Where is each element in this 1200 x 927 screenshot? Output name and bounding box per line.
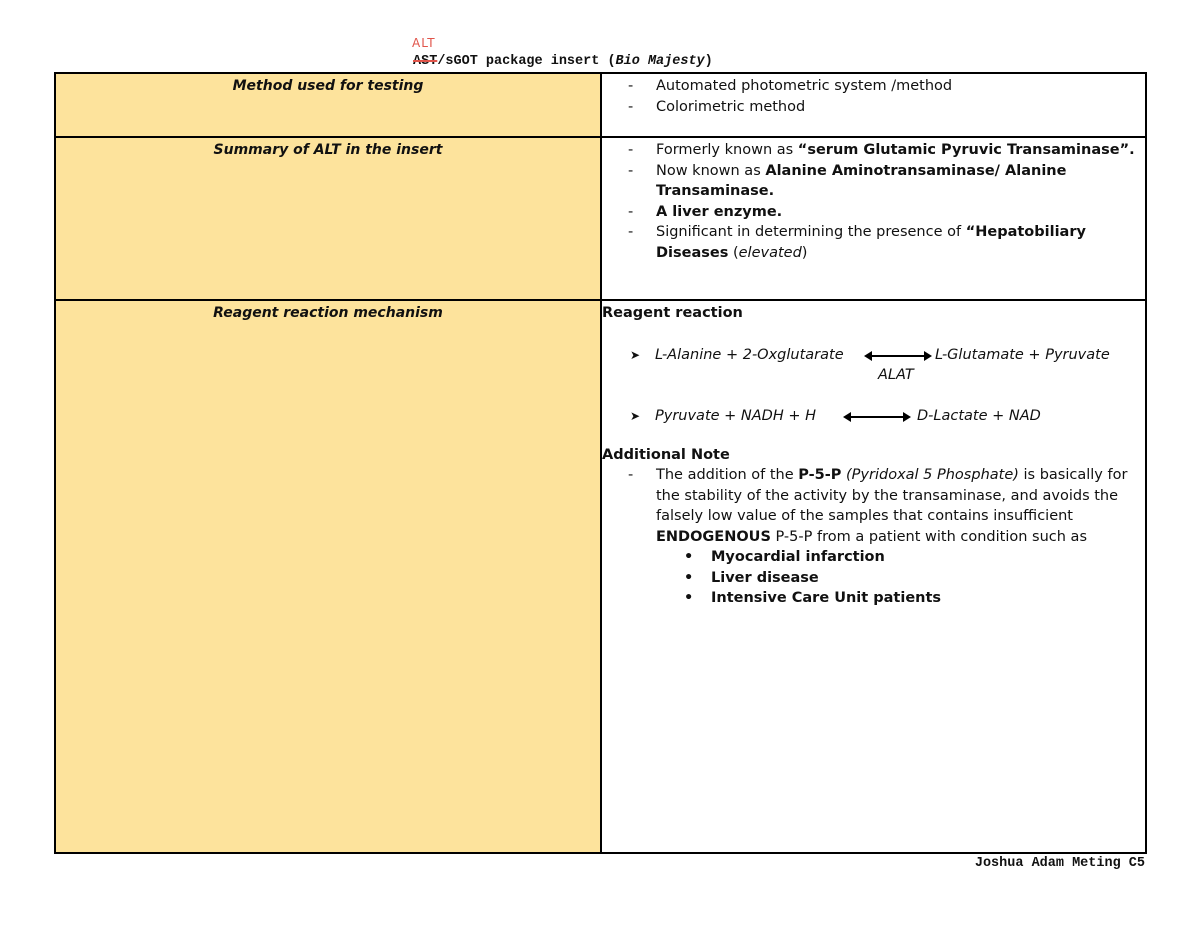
table-row-summary (55, 137, 1146, 300)
content-cell (601, 73, 1146, 137)
list-item (602, 140, 1145, 161)
reaction-products: L-Glutamate + Pyruvate (935, 346, 1110, 363)
note-text: The addition of the (656, 467, 799, 483)
arrow-bullet-icon: ➤ (630, 347, 641, 362)
table-row-method (55, 73, 1146, 137)
item-bold: “Hepatobiliary Diseases (656, 224, 1086, 261)
list-item (602, 465, 1145, 547)
list-item: • Myocardial infarction (602, 547, 1145, 568)
item-bold: Alanine Aminotransaminase/ Alanine Transaminase. (656, 162, 1067, 199)
brand-name: Bio Majesty (615, 54, 705, 69)
item-text: ( (728, 244, 739, 261)
summary-list (602, 140, 1145, 263)
list-item (602, 222, 1145, 263)
label-cell (55, 137, 601, 300)
note-text: is basically for the stability of the activity by the transaminase, and avoids the falsely low value of the samples that contains insufficient (656, 467, 1128, 524)
reaction-products: D-Lactate + NAD (917, 407, 1041, 424)
conditions-list (602, 547, 1145, 609)
list-item (602, 202, 1145, 223)
note-list (602, 465, 1145, 547)
title-close: ) (704, 54, 713, 69)
handwritten-correction: ALT (412, 36, 436, 50)
label-cell (55, 300, 601, 853)
reagent-heading: Reagent reaction (602, 305, 743, 321)
item-text: Now known as (656, 162, 766, 179)
item-italic: elevated (738, 244, 802, 261)
table-row-mechanism (55, 300, 1146, 853)
struck-text: AST (413, 54, 438, 69)
list-item: - Automated photometric system /method (602, 76, 1145, 97)
list-item: • Liver disease (602, 568, 1145, 589)
author-footer: Joshua Adam Meting C5 (974, 856, 1145, 871)
reaction-reactants: L-Alanine + 2-Oxglutarate (655, 346, 844, 363)
list-item: • Intensive Care Unit patients (602, 588, 1145, 609)
list-item (602, 161, 1145, 202)
document-title (413, 54, 713, 69)
method-list (602, 76, 1145, 117)
item-text: ) (801, 244, 808, 261)
note-italic: (Pyridoxal 5 Phosphate) (841, 467, 1019, 483)
content-cell (601, 137, 1146, 300)
row-label-mechanism: Reagent reaction mechanism (213, 305, 443, 321)
row-label-method: Method used for testing (232, 78, 424, 94)
additional-note-heading: Additional Note (602, 446, 730, 463)
reaction-equation-2 (602, 406, 1145, 426)
item-bold: “serum Glutamic Pyruvic Transaminase”. (797, 142, 1135, 158)
enzyme-text: ALAT (878, 366, 914, 383)
title-text: /sGOT package insert ( (437, 54, 616, 69)
insert-table (54, 72, 1147, 854)
double-arrow-icon (866, 355, 930, 357)
item-bold: A liver enzyme. (656, 203, 783, 220)
item-text: Significant in determining the presence of (656, 224, 966, 240)
reaction-equation-1 (602, 345, 1145, 365)
item-text: Formerly known as (656, 142, 798, 158)
content-cell (601, 300, 1146, 853)
note-text: P-5-P from a patient with condition such as (770, 528, 1088, 545)
enzyme-label (602, 365, 1145, 387)
reaction-reactants: Pyruvate + NADH + H (655, 407, 817, 424)
note-bold: P-5-P (798, 467, 842, 483)
note-bold: ENDOGENOUS (656, 528, 771, 545)
list-item: - Colorimetric method (602, 97, 1145, 118)
double-arrow-icon (845, 416, 909, 418)
arrow-bullet-icon: ➤ (630, 408, 641, 423)
label-cell (55, 73, 601, 137)
row-label-summary: Summary of ALT in the insert (213, 142, 443, 158)
